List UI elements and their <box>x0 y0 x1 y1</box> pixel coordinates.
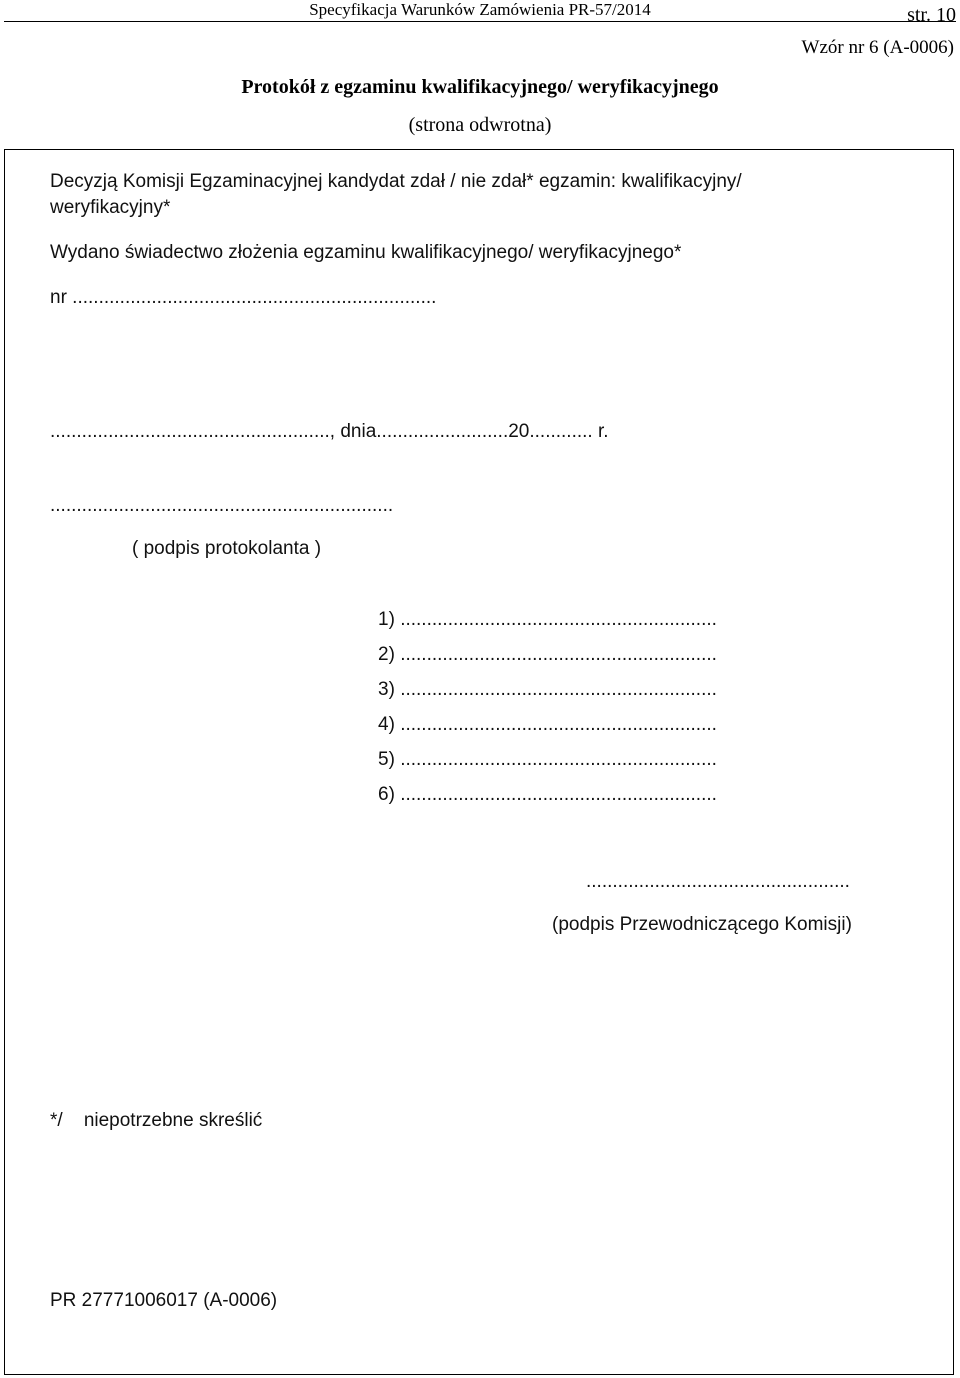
commission-member-1[interactable] <box>378 608 717 632</box>
document-title: Protokół z egzaminu kwalifikacyjnego/ weryfikacyjnego <box>241 76 719 98</box>
protocol-signature-label: ( podpis protokolanta ) <box>132 538 322 559</box>
document-code: PR 27771006017 (A-0006) <box>50 1290 278 1311</box>
commission-member-2[interactable] <box>378 643 717 667</box>
member-signature-dots: ............................................................ <box>400 644 717 665</box>
document-subtitle: (strona odwrotna) <box>408 114 552 136</box>
document-header-spec: Specyfikacja Warunków Zamówienia PR-57/2014 <box>309 0 651 19</box>
commission-member-3[interactable] <box>378 678 717 702</box>
member-number: 2) <box>378 644 395 665</box>
member-signature-dots: ............................................................ <box>400 679 717 700</box>
decision-line-2: weryfikacyjny* <box>50 197 171 218</box>
header-divider <box>4 21 956 22</box>
member-signature-dots: ............................................................ <box>400 609 717 630</box>
footnote-mark: */ <box>50 1110 63 1131</box>
place-date-field[interactable]: ....................................................., dnia.........................20............ r. <box>50 421 609 442</box>
chair-signature-label: (podpis Przewodniczącego Komisji) <box>552 914 852 935</box>
commission-member-5[interactable] <box>378 748 717 772</box>
chair-signature-line[interactable]: .................................................. <box>586 871 850 892</box>
footnote-text: niepotrzebne skreślić <box>83 1110 263 1131</box>
member-number: 3) <box>378 679 395 700</box>
footnote <box>50 1109 262 1133</box>
member-signature-dots: ............................................................ <box>400 714 717 735</box>
certificate-number-field[interactable]: nr ..................................................................... <box>50 287 437 308</box>
member-number: 6) <box>378 784 395 805</box>
member-signature-dots: ............................................................ <box>400 749 717 770</box>
member-number: 4) <box>378 714 395 735</box>
commission-member-6[interactable] <box>378 783 717 807</box>
decision-line-1: Decyzją Komisji Egzaminacyjnej kandydat zdał / nie zdał* egzamin: kwalifikacyjny/ <box>50 171 742 192</box>
certificate-line: Wydano świadectwo złożenia egzaminu kwalifikacyjnego/ weryfikacyjnego* <box>50 242 682 263</box>
page-number: str. 10 <box>907 4 956 26</box>
member-number: 1) <box>378 609 395 630</box>
commission-member-4[interactable] <box>378 713 717 737</box>
member-signature-dots: ............................................................ <box>400 784 717 805</box>
template-label: Wzór nr 6 (A-0006) <box>801 37 954 58</box>
member-number: 5) <box>378 749 395 770</box>
protocol-signature-line[interactable]: ................................................................. <box>50 495 394 516</box>
